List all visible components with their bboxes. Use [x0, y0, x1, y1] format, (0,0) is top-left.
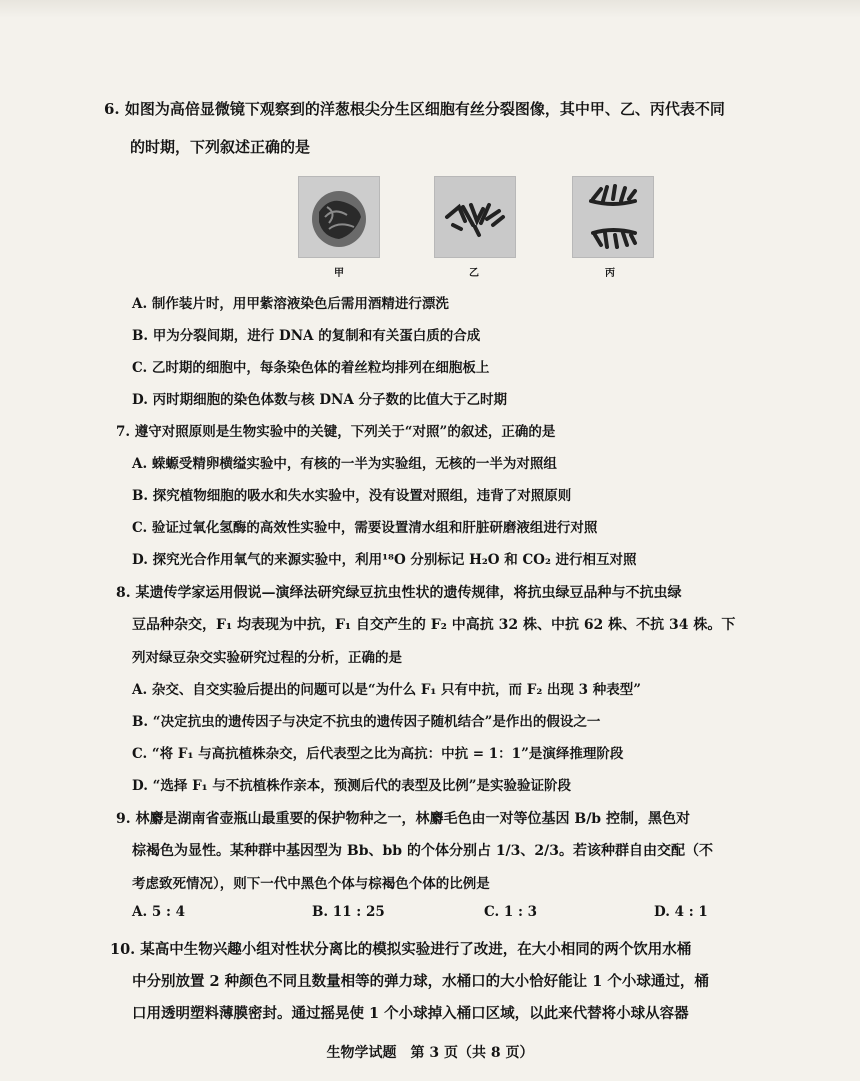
q9-option-d: D. 4 : 1 — [654, 904, 708, 920]
caption-bing: 丙 — [605, 268, 615, 279]
q8-option-b: B. “决定抗虫的遗传因子与决定不抗虫的遗传因子随机结合”是作出的假设之一 — [132, 714, 601, 730]
q7-option-a: A. 蝾螈受精卵横缢实验中，有核的一半为实验组，无核的一半为对照组 — [132, 456, 557, 472]
q8-stem-line1: 8. 某遗传学家运用假说—演绎法研究绿豆抗虫性状的遗传规律，将抗虫绿豆品种与不抗虫绿 — [116, 585, 682, 601]
caption-jia: 甲 — [334, 268, 344, 279]
q9-option-b: B. 11 : 25 — [312, 904, 385, 920]
q9-option-a: A. 5 : 4 — [132, 904, 186, 920]
q8-option-a: A. 杂交、自交实验后提出的问题可以是“为什么 F₁ 只有中抗，而 F₂ 出现 3 种表型” — [132, 682, 641, 698]
q6-stem-line2: 的时期，下列叙述正确的是 — [130, 138, 311, 156]
q6-option-a: A. 制作装片时，用甲紫溶液染色后需用酒精进行漂洗 — [132, 296, 449, 312]
q9-option-c: C. 1 : 3 — [484, 904, 538, 920]
q7-option-b: B. 探究植物细胞的吸水和失水实验中，没有设置对照组，违背了对照原则 — [132, 488, 572, 504]
page-footer: 生物学试题 第 3 页（共 8 页） — [326, 1045, 534, 1061]
q8-stem-line2: 豆品种杂交，F₁ 均表现为中抗，F₁ 自交产生的 F₂ 中高抗 32 株、中抗 62 株、不抗 34 株。下 — [132, 617, 736, 633]
q6-option-c: C. 乙时期的细胞中，每条染色体的着丝粒均排列在细胞板上 — [132, 360, 490, 376]
q9-stem-line1: 9. 林麝是湖南省壶瓶山最重要的保护物种之一，林麝毛色由一对等位基因 B/b 控制，黑色对 — [116, 811, 690, 827]
q9-stem-line3: 考虑致死情况），则下一代中黑色个体与棕褐色个体的比例是 — [132, 876, 490, 892]
q6-option-b: B. 甲为分裂间期，进行 DNA 的复制和有关蛋白质的合成 — [132, 328, 481, 344]
caption-yi: 乙 — [469, 268, 479, 279]
micrograph-bing — [572, 176, 654, 258]
q6-stem-line1: 6. 如图为高倍显微镜下观察到的洋葱根尖分生区细胞有丝分裂图像，其中甲、乙、丙代表不同 — [104, 100, 725, 118]
micrograph-jia — [298, 176, 380, 258]
q8-option-d: D. “选择 F₁ 与不抗植株作亲本，预测后代的表型及比例”是实验验证阶段 — [132, 778, 572, 794]
q7-option-d: D. 探究光合作用氧气的来源实验中，利用¹⁸O 分别标记 H₂O 和 CO₂ 进行相互对照 — [132, 552, 637, 568]
q7-option-c: C. 验证过氧化氢酶的高效性实验中，需要设置清水组和肝脏研磨液组进行对照 — [132, 520, 598, 536]
q8-stem-line3: 列对绿豆杂交实验研究过程的分析，正确的是 — [132, 650, 402, 666]
q7-stem: 7. 遵守对照原则是生物实验中的关键，下列关于“对照”的叙述，正确的是 — [116, 424, 556, 440]
q8-option-c: C. “将 F₁ 与高抗植株杂交，后代表型之比为高抗：中抗 = 1：1”是演绎推理阶段 — [132, 746, 624, 762]
q9-stem-line2: 棕褐色为显性。某种群中基因型为 Bb、bb 的个体分别占 1/3、2/3。若该种群自由交配（不 — [132, 843, 714, 859]
page-top-edge — [0, 0, 860, 18]
q10-stem-line2: 中分别放置 2 种颜色不同且数量相等的弹力球，水桶口的大小恰好能让 1 个小球通过，桶 — [132, 973, 709, 990]
q6-option-d: D. 丙时期细胞的染色体数与核 DNA 分子数的比值大于乙时期 — [132, 392, 508, 408]
micrograph-yi — [434, 176, 516, 258]
q10-stem-line1: 10. 某高中生物兴趣小组对性状分离比的模拟实验进行了改进，在大小相同的两个饮用水桶 — [110, 941, 692, 958]
q10-stem-line3: 口用透明塑料薄膜密封。通过摇晃使 1 个小球掉入桶口区域，以此来代替将小球从容器 — [132, 1005, 689, 1022]
